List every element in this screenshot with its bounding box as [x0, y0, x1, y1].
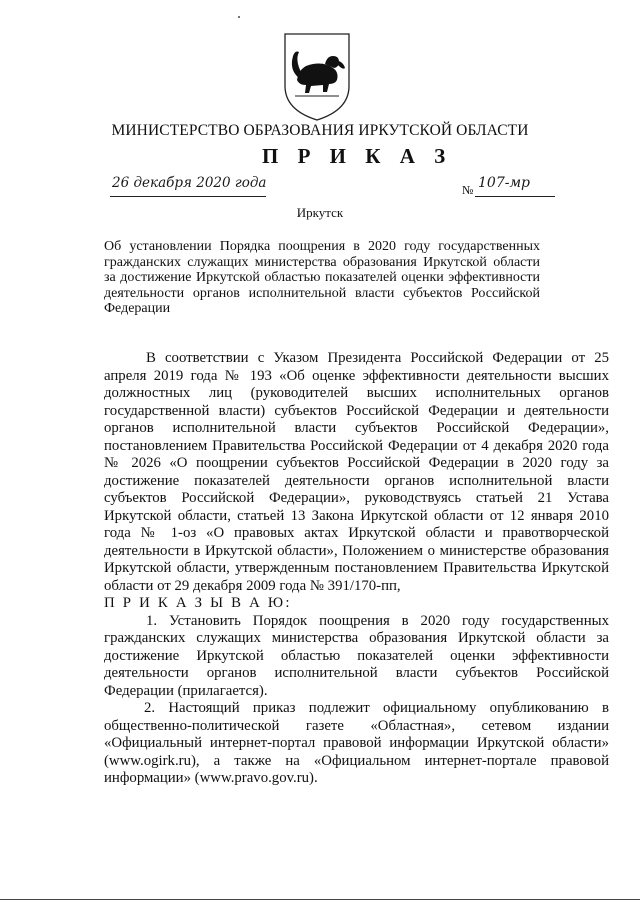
coat-of-arms-emblem: [281, 30, 353, 122]
order-number-handwritten: 107-мр: [478, 175, 531, 191]
page-bottom-edge: [0, 899, 640, 900]
city-name: Иркутск: [296, 205, 344, 220]
item-1-paragraph: 1. Установить Порядок поощрения в 2020 году государственных гражданских служащих министерства образования Иркутской области за достижение Иркутской областью показателей оценки эффективности деятельности органов исполнительной власти субъектов Российской Федерации (прилагается).: [104, 612, 609, 699]
ministry-name: МИНИСТЕРСТВО ОБРАЗОВАНИЯ ИРКУТСКОЙ ОБЛАСТИ: [111, 122, 529, 139]
scan-dot: [238, 16, 240, 18]
order-number-sign: №: [462, 183, 474, 197]
prikazyvayu-heading: П Р И К А З Ы В А Ю:: [104, 595, 292, 611]
preamble-paragraph: В соответствии с Указом Президента Российской Федерации от 25 апреля 2019 года № 193 «Об оценке эффективности деятельности высших должностных лиц (руководителей высших исполнительных органов государственной власти) субъектов Российской Федерации и деятельности органов исполнительной власти субъектов Российской Федерации», постановлением Правительства Российской Федерации от 4 декабря 2020 года № 2026 «О поощрении субъектов Российской Федерации в 2020 году за достижение показателей деятельности органов исполнительной власти субъектов Российской Федерации», руководствуясь статьей 21 Устава Иркутской области, статьей 13 Закона Иркутской области от 12 января 2010 года № 1-оз «О правовых актах Иркутской области и правотворческой деятельности в Иркутской области», Положением о министерстве образования Иркутской области, утвержденным постановлением Правительства Иркутской области от 29 декабря 2009 года № 391/170-пп,: [104, 350, 609, 594]
order-subject: Об установлении Порядка поощрения в 2020 году государственных гражданских служащих министерства образования Иркутской области за достижение Иркутской областью показателей оценки эффективности деятельности органов исполнительной власти субъектов Российской Федерации: [104, 239, 540, 317]
order-title: П Р И К А З: [262, 144, 453, 168]
order-body: [104, 350, 609, 788]
number-underline: [475, 196, 555, 197]
babr-figure: [292, 52, 345, 94]
date-underline: [110, 196, 266, 197]
item-2-paragraph: 2. Настоящий приказ подлежит официальному опубликованию в общественно-политической газете «Областная», сетевом издании «Официальный интернет-портал правовой информации Иркутской области» (www.ogirk.ru), а также на «Официальном интернет-портале правовой информации» (www.pravo.gov.ru).: [104, 700, 609, 786]
order-date-handwritten: 26 декабря 2020 года: [112, 175, 267, 191]
